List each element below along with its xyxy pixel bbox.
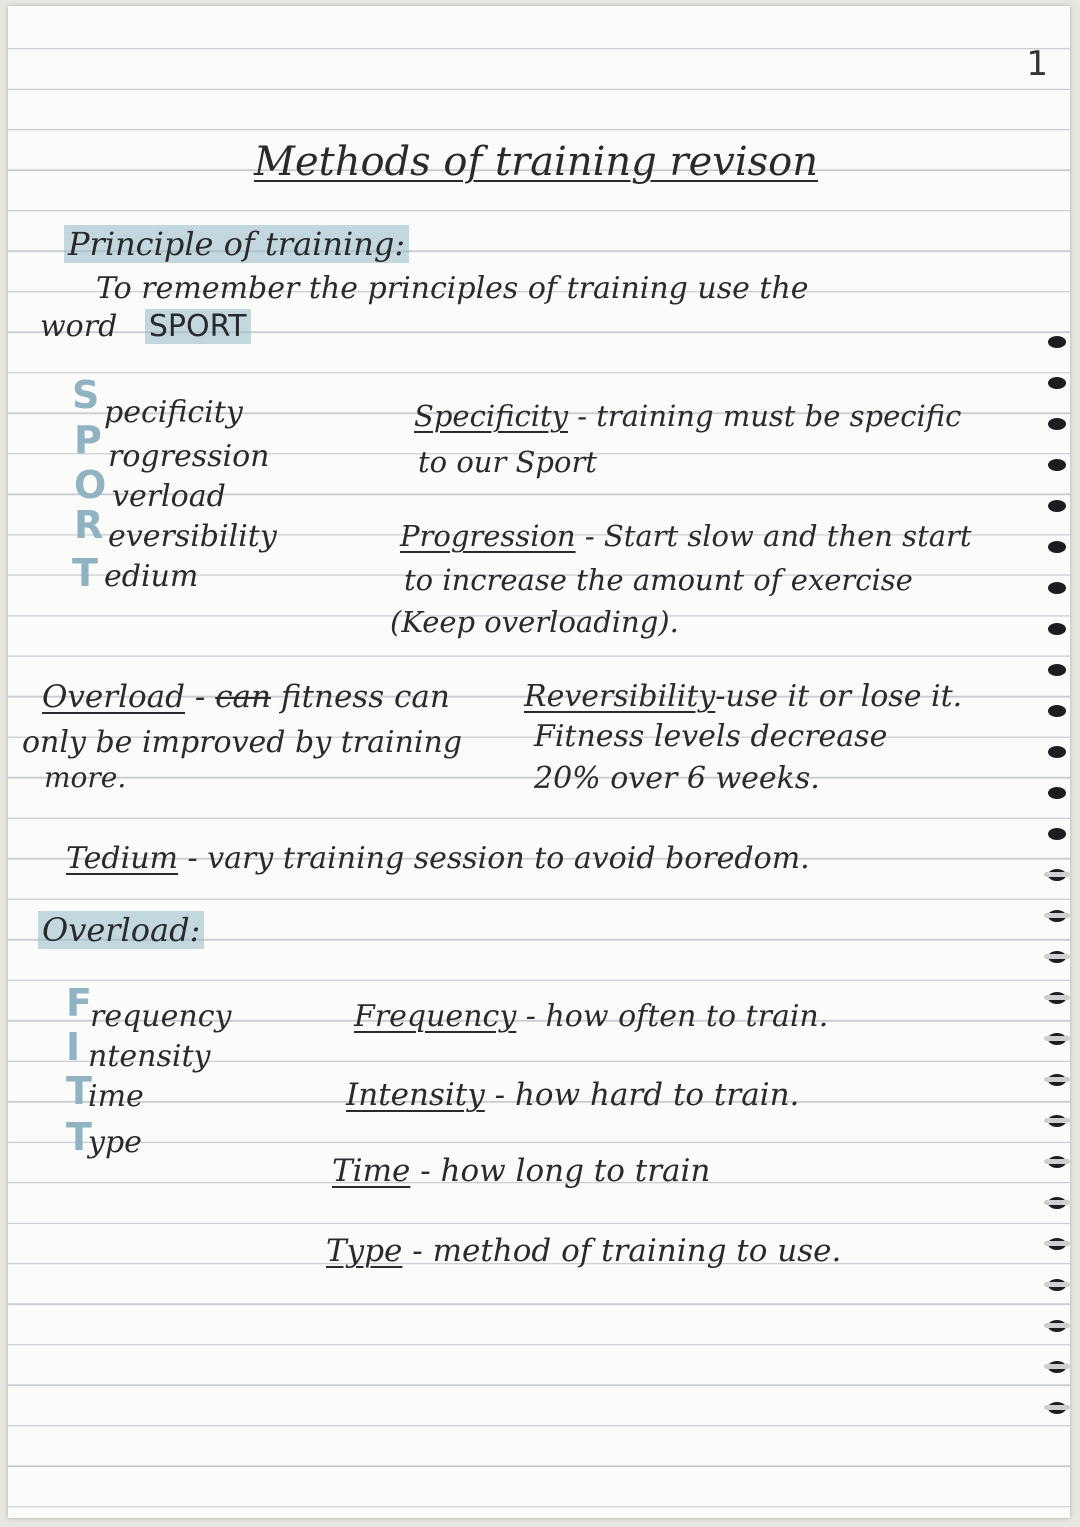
binding-coil bbox=[1044, 954, 1070, 959]
time-definition bbox=[332, 1153, 711, 1189]
intro-prefix: word bbox=[40, 309, 118, 344]
type-definition bbox=[326, 1233, 842, 1269]
sport-word-progression: rogression bbox=[108, 439, 270, 474]
intensity-text: - how hard to train. bbox=[484, 1077, 800, 1113]
binding-coil bbox=[1044, 1200, 1070, 1205]
intro-line-1: To remember the principles of training use the bbox=[96, 271, 809, 306]
binding-hole bbox=[1048, 459, 1066, 471]
specificity-definition-line-2: to our Sport bbox=[418, 445, 597, 479]
overload-term: Overload bbox=[42, 679, 185, 715]
frequency-text: - how often to train. bbox=[516, 999, 829, 1034]
overload-definition-line-1 bbox=[42, 679, 450, 715]
progression-text-1: - Start slow and then start bbox=[575, 519, 972, 553]
type-text: - method of training to use. bbox=[402, 1233, 842, 1269]
frequency-term: Frequency bbox=[354, 999, 517, 1034]
reversibility-text-1: -use it or lose it. bbox=[715, 679, 963, 714]
binding-hole bbox=[1048, 418, 1066, 430]
binding-hole bbox=[1048, 541, 1066, 553]
reversibility-definition-line-1 bbox=[524, 679, 963, 714]
binding-hole bbox=[1048, 377, 1066, 389]
binding-hole bbox=[1048, 787, 1066, 799]
tedium-text-1: - vary training session to avoid boredom. bbox=[178, 841, 810, 876]
intro-keyword: SPORT bbox=[145, 309, 251, 344]
frequency-definition bbox=[354, 999, 829, 1034]
binding-coil bbox=[1044, 1241, 1070, 1246]
overload-definition-line-3: more. bbox=[44, 761, 127, 794]
binding-coil bbox=[1044, 1159, 1070, 1164]
intensity-term: Intensity bbox=[346, 1077, 485, 1113]
overload-text-1: fitness can bbox=[271, 679, 450, 715]
binding-coil bbox=[1044, 1323, 1070, 1328]
binding-coil bbox=[1044, 1118, 1070, 1123]
binding-hole bbox=[1048, 705, 1066, 717]
binding-hole bbox=[1048, 664, 1066, 676]
sport-letter-s: S bbox=[72, 373, 100, 417]
binding-hole bbox=[1048, 582, 1066, 594]
overload-struck-word: can bbox=[215, 679, 271, 715]
page-title: Methods of training revison bbox=[254, 139, 819, 185]
sport-letter-r: R bbox=[74, 503, 104, 547]
fitt-word-type: ype bbox=[88, 1125, 142, 1160]
fitt-letter-f: F bbox=[66, 981, 92, 1025]
notebook-page bbox=[8, 6, 1070, 1518]
progression-definition-line-1 bbox=[400, 519, 972, 553]
overload-heading-text: Overload: bbox=[38, 911, 204, 949]
binding-coil bbox=[1044, 872, 1070, 877]
principle-heading bbox=[64, 225, 409, 263]
binding-coil bbox=[1044, 1405, 1070, 1410]
spiral-binding bbox=[1042, 336, 1070, 1446]
fitt-word-intensity: ntensity bbox=[88, 1039, 211, 1074]
binding-coil bbox=[1044, 995, 1070, 1000]
binding-hole bbox=[1048, 746, 1066, 758]
binding-hole bbox=[1048, 336, 1066, 348]
binding-coil bbox=[1044, 1077, 1070, 1082]
specificity-definition-line-1 bbox=[414, 399, 962, 433]
reversibility-definition-line-2: Fitness levels decrease bbox=[534, 719, 888, 754]
binding-coil bbox=[1044, 1364, 1070, 1369]
binding-coil bbox=[1044, 1036, 1070, 1041]
sport-word-reversibility: eversibility bbox=[108, 519, 277, 554]
binding-coil bbox=[1044, 913, 1070, 918]
binding-coil bbox=[1044, 1282, 1070, 1287]
sport-word-overload: verload bbox=[112, 479, 226, 514]
time-term: Time bbox=[332, 1153, 411, 1189]
page-number: 1 bbox=[1026, 44, 1048, 84]
sport-letter-p: P bbox=[74, 418, 102, 462]
fitt-word-frequency: requency bbox=[90, 999, 232, 1034]
reversibility-definition-line-3: 20% over 6 weeks. bbox=[534, 761, 820, 796]
reversibility-term: Reversibility bbox=[524, 679, 716, 714]
progression-definition-line-3: (Keep overloading). bbox=[390, 605, 679, 639]
principle-heading-text: Principle of training: bbox=[64, 225, 409, 263]
fitt-letter-t1: T bbox=[66, 1069, 92, 1113]
tedium-term: Tedium bbox=[66, 841, 179, 876]
sport-letter-o: O bbox=[74, 463, 107, 507]
specificity-text-1: - training must be specific bbox=[568, 399, 962, 433]
intro-line-2 bbox=[40, 309, 251, 344]
fitt-letter-i: I bbox=[66, 1025, 81, 1069]
overload-definition-line-2: only be improved by training bbox=[22, 725, 463, 760]
progression-definition-line-2: to increase the amount of exercise bbox=[404, 563, 913, 597]
fitt-word-time: ime bbox=[88, 1079, 144, 1114]
progression-term: Progression bbox=[400, 519, 576, 553]
tedium-definition bbox=[66, 841, 810, 876]
type-term: Type bbox=[326, 1233, 403, 1269]
specificity-term: Specificity bbox=[414, 399, 569, 433]
sport-letter-t: T bbox=[72, 551, 98, 595]
binding-hole bbox=[1048, 828, 1066, 840]
sport-word-tedium: edium bbox=[104, 559, 199, 594]
overload-dash: - bbox=[185, 679, 216, 715]
binding-hole bbox=[1048, 500, 1066, 512]
intensity-definition bbox=[346, 1077, 800, 1113]
time-text: - how long to train bbox=[410, 1153, 711, 1189]
sport-word-specificity: pecificity bbox=[104, 395, 243, 430]
overload-heading bbox=[38, 911, 204, 949]
fitt-letter-t2: T bbox=[66, 1115, 92, 1159]
binding-hole bbox=[1048, 623, 1066, 635]
